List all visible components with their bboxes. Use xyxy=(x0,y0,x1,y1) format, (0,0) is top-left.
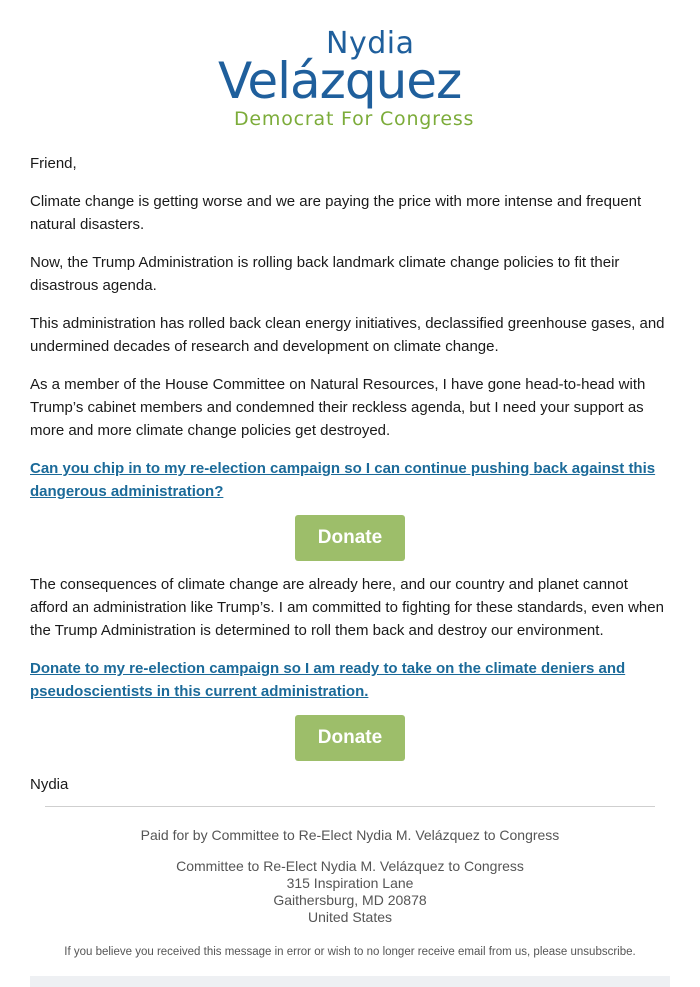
logo-last-name: Velázquez xyxy=(218,52,462,110)
paragraph-4: As a member of the House Committee on Natural Resources, I have gone head-to-head with Trump’s cabinet members and condemned their reckless agenda, but I need your support as more and more climate change policies get destroyed. xyxy=(30,376,646,439)
mailing-address xyxy=(0,858,700,926)
address-street: 315 Inspiration Lane xyxy=(286,875,414,891)
signoff: Nydia xyxy=(30,776,69,793)
paragraph-2: Now, the Trump Administration is rolling back landmark climate change policies to fit their disastrous agenda. xyxy=(30,254,620,294)
email-footer xyxy=(0,827,700,961)
address-country: United States xyxy=(307,909,393,925)
logo-tagline: Democrat For Congress xyxy=(234,108,475,130)
donate-button-1[interactable]: Donate xyxy=(295,515,405,561)
paragraph-3: This administration has rolled back clean energy initiatives, declassified greenhouse gases, and undermined decades of research and development on climate change. xyxy=(30,315,665,355)
donate-button-2[interactable]: Donate xyxy=(295,715,405,761)
paid-for-disclaimer: Paid for by Committee to Re-Elect Nydia M. Velázquez to Congress xyxy=(140,827,560,843)
unsubscribe-notice[interactable]: If you believe you received this message in error or wish to no longer receive email from us, please unsubscribe. xyxy=(64,946,636,958)
footer-divider xyxy=(45,806,655,807)
donate-button-row-1 xyxy=(30,515,670,561)
email-body xyxy=(30,152,670,811)
campaign-logo xyxy=(0,22,700,134)
greeting: Friend, xyxy=(30,155,77,172)
bottom-bar xyxy=(30,976,670,987)
logo-first-name: Nydia xyxy=(326,26,415,61)
paragraph-5: The consequences of climate change are already here, and our country and planet cannot afford an administration like Trump’s. I am committed to fighting for these standards, even when the Trump Administration is determined to roll them back and destroy our environment. xyxy=(30,576,664,639)
paragraph-1: Climate change is getting worse and we are paying the price with more intense and frequent natural disasters. xyxy=(30,193,642,233)
address-org: Committee to Re-Elect Nydia M. Velázquez to Congress xyxy=(176,858,524,874)
chip-in-link[interactable]: Can you chip in to my re-election campaign so I can continue pushing back against this dangerous administration? xyxy=(30,460,656,500)
address-city: Gaithersburg, MD 20878 xyxy=(273,892,427,908)
donate-campaign-link[interactable]: Donate to my re-election campaign so I am ready to take on the climate deniers and pseudoscientists in this current administration. xyxy=(30,660,626,700)
donate-button-row-2 xyxy=(30,715,670,761)
